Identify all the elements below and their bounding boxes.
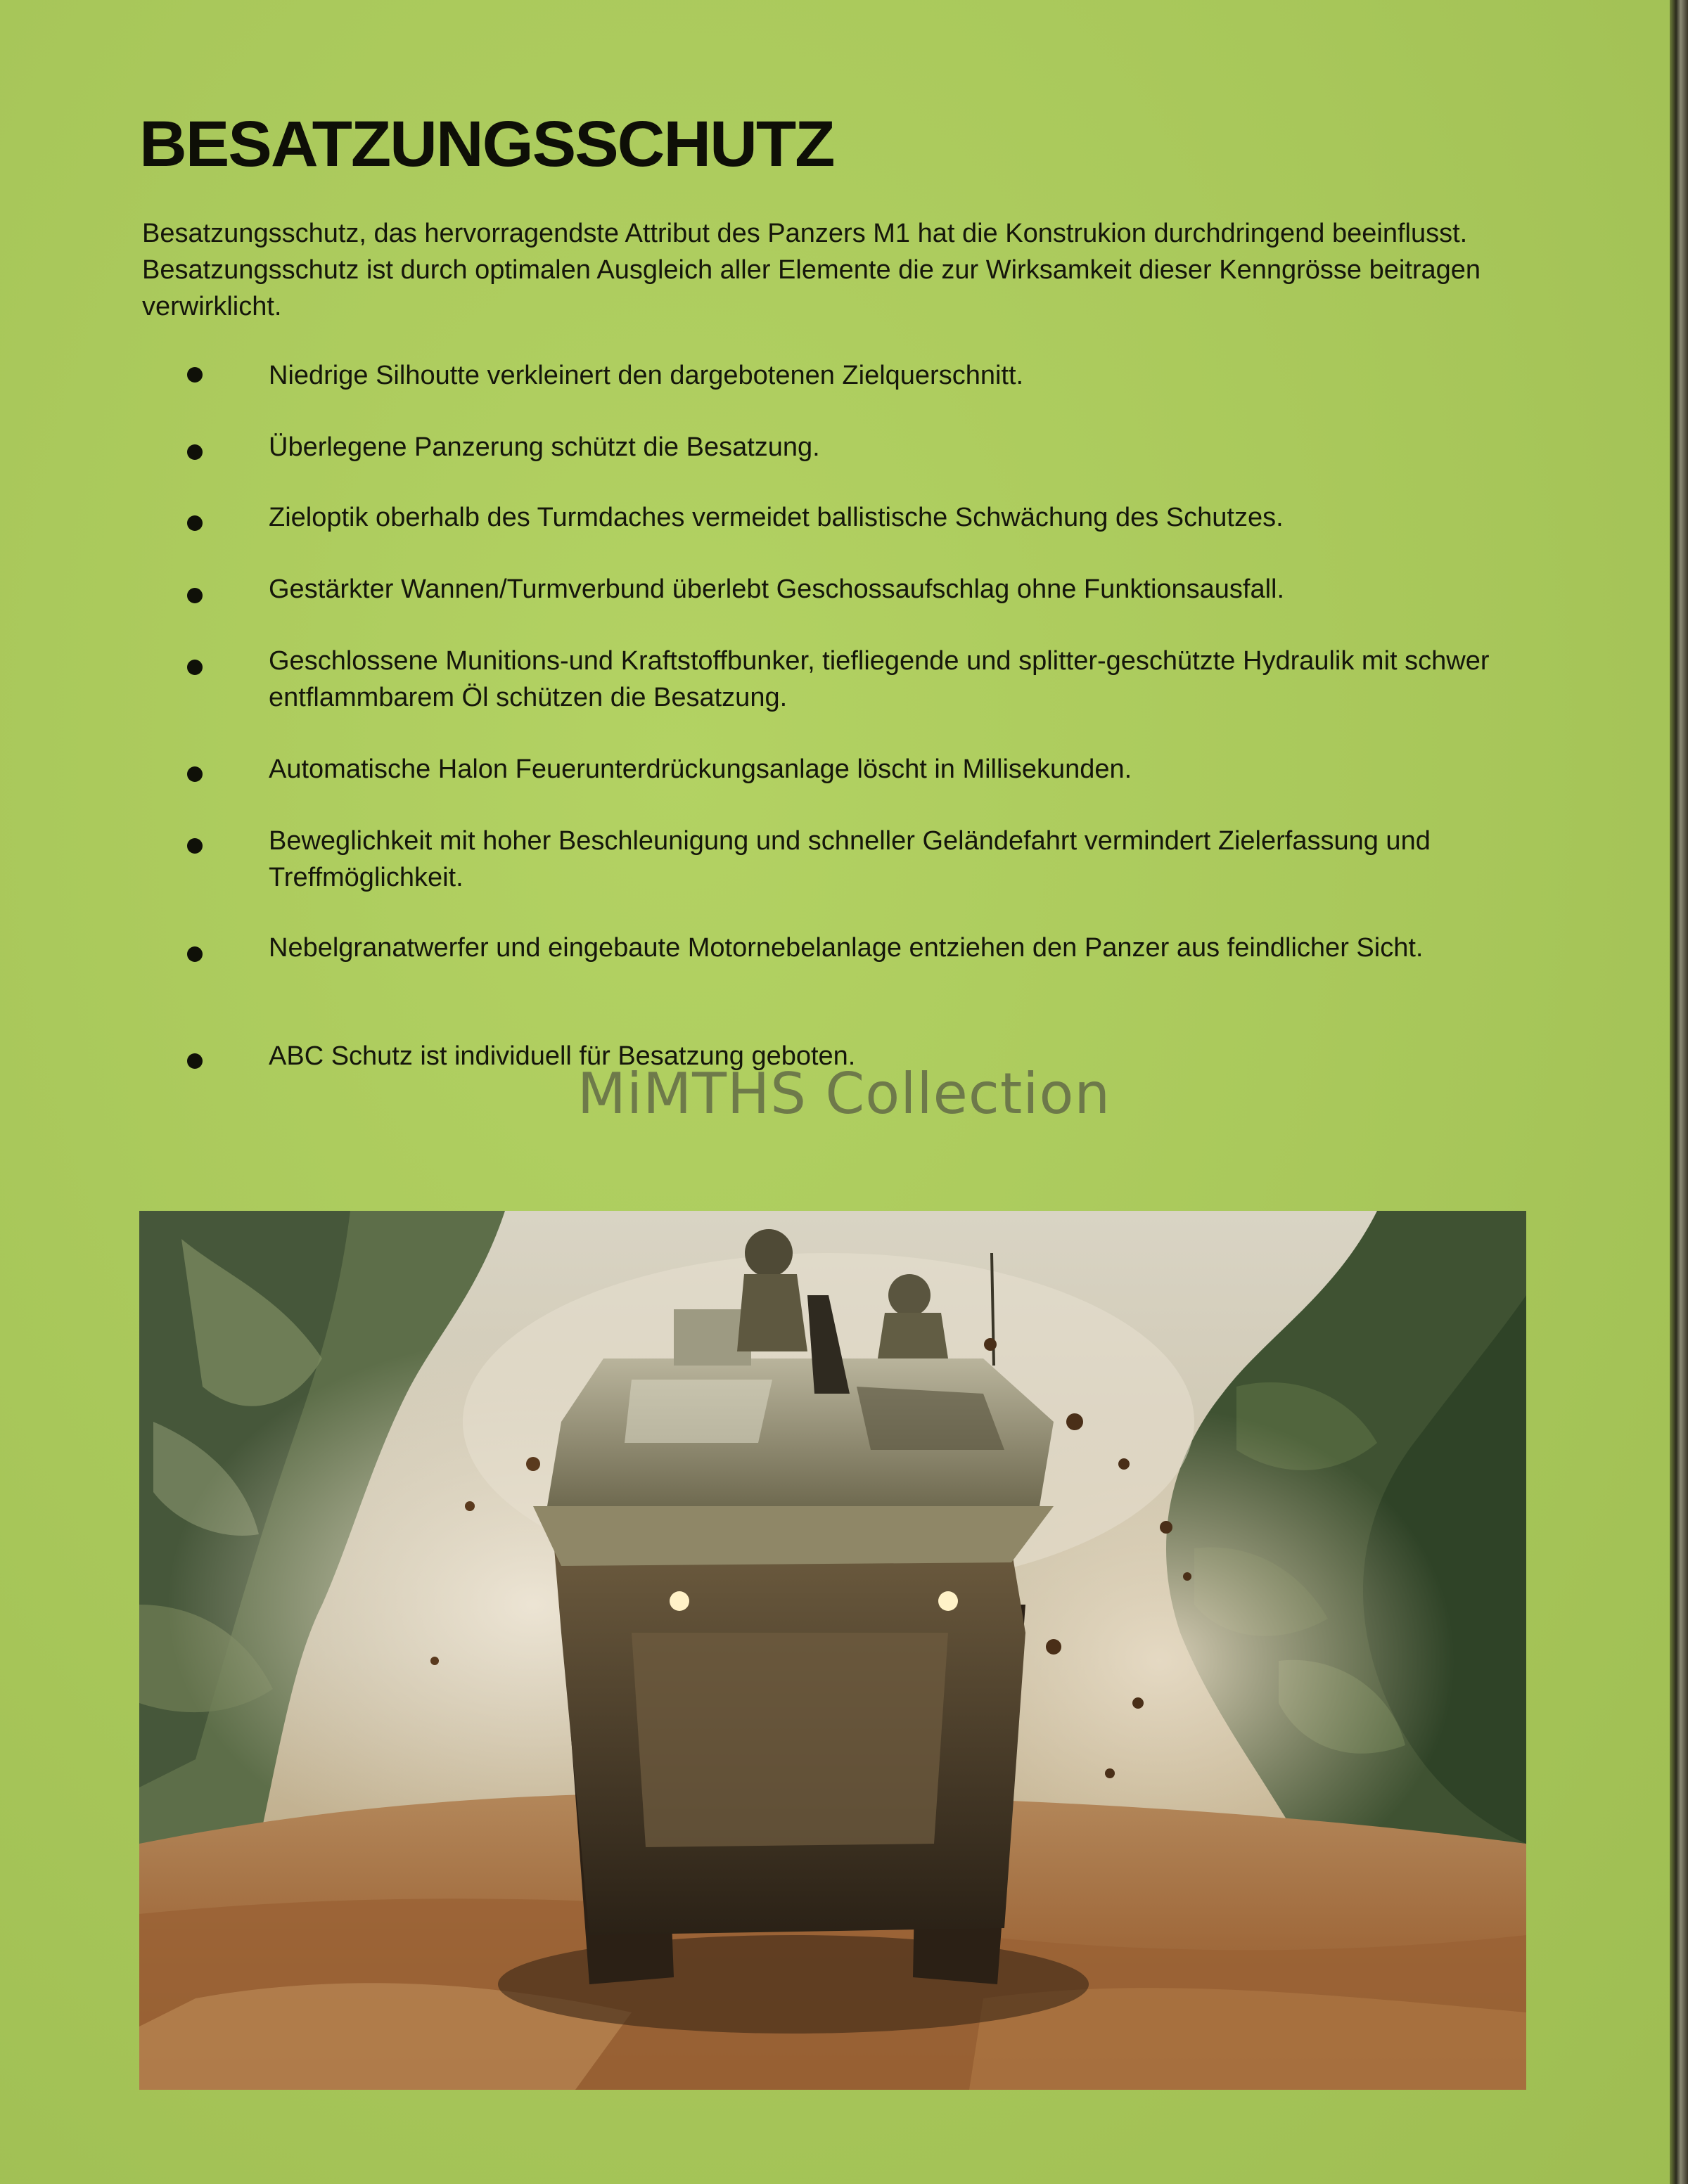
tank-photo-illustration [139,1211,1526,2090]
bullet-dot [187,766,203,782]
bullet-text: Nebelgranatwerfer und eingebaute Motornebelanlage entziehen den Panzer aus feindlicher Sicht. [269,933,1424,963]
bullet-text: Niedrige Silhoutte verkleinert den dargebotenen Zielquerschnitt. [269,361,1024,390]
bullet-text: Beweglichkeit mit hoher Beschleunigung und schneller Geländefahrt vermindert Zielerfassung und Treffmöglichkeit. [269,826,1431,892]
tank-photo [139,1211,1526,2090]
bullet-text: Überlegene Panzerung schützt die Besatzung. [269,432,820,462]
bullet-dot [187,515,203,531]
bullet-text: ABC Schutz ist individuell für Besatzung geboten. [269,1041,856,1071]
bullet-text: Gestärkter Wannen/Turmverbund überlebt Geschossaufschlag ohne Funktionsausfall. [269,574,1285,604]
bullet-dot [187,588,203,603]
bullet-dot [187,444,203,460]
bullet-text: Geschlossene Munitions-und Kraftstoffbunker, tiefliegende und splitter-geschützte Hydraulik mit schwer entflammbarem Öl schützen die Besatzung. [269,646,1490,712]
watermark-text: MiMTHS Collection [577,1061,1111,1126]
bullet-text: Zieloptik oberhalb des Turmdaches vermeidet ballistische Schwächung des Schutzes. [269,503,1284,532]
bullet-dot [187,367,203,383]
bullet-dot [187,838,203,854]
bullet-text: Automatische Halon Feuerunterdrückungsanlage löscht in Millisekunden. [269,754,1132,784]
intro-paragraph: Besatzungsschutz, das hervorragendste Attribut des Panzers M1 hat die Konstrukion durchdringend beeinflusst. Besatzungsschutz ist durch optimalen Ausgleich aller Elemente die zur Wirksamkeit dieser Kenngrösse beitragen verwirklicht. [142,219,1481,321]
bullet-dot [187,946,203,962]
page-title: BESATZUNGSSCHUTZ [139,108,834,180]
bullet-dot [187,660,203,675]
